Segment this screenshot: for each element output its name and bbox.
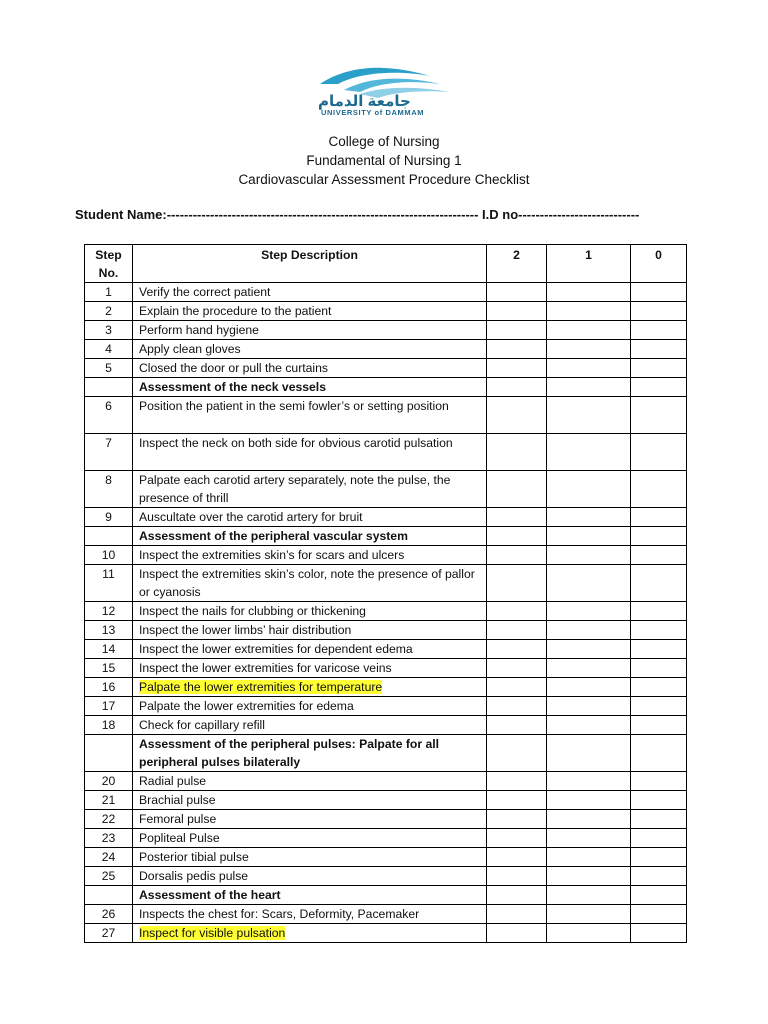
score-0-cell[interactable] xyxy=(631,621,687,640)
score-0-cell[interactable] xyxy=(631,678,687,697)
score-0-cell[interactable] xyxy=(631,602,687,621)
step-description xyxy=(133,602,487,621)
score-2-cell[interactable] xyxy=(487,340,547,359)
step-description xyxy=(133,565,487,602)
course-name: Fundamental of Nursing 1 xyxy=(306,153,462,168)
step-text: Inspect the nails for clubbing or thickening xyxy=(139,604,366,618)
table-row xyxy=(85,340,687,359)
table-row xyxy=(85,508,687,527)
step-text: Palpate the lower extremities for edema xyxy=(139,699,354,713)
step-number: 11 xyxy=(85,565,133,602)
score-2-cell[interactable] xyxy=(487,359,547,378)
step-number: 23 xyxy=(85,829,133,848)
step-description xyxy=(133,791,487,810)
score-2-cell[interactable] xyxy=(487,378,547,397)
score-0-cell[interactable] xyxy=(631,716,687,735)
score-0-cell[interactable] xyxy=(631,829,687,848)
table-row xyxy=(85,565,687,602)
step-description xyxy=(133,829,487,848)
score-0-cell[interactable] xyxy=(631,867,687,886)
score-1-cell[interactable] xyxy=(547,735,631,772)
section-heading xyxy=(133,735,487,772)
score-0-cell[interactable] xyxy=(631,810,687,829)
step-description xyxy=(133,321,487,340)
student-name-id-line: Student Name:------------------------------------------------------------------------ I.D no---------------------------- xyxy=(75,207,640,222)
table-row xyxy=(85,678,687,697)
score-0-cell[interactable] xyxy=(631,434,687,471)
step-text: Inspect the lower extremities for varicose veins xyxy=(139,661,392,675)
table-row xyxy=(85,772,687,791)
step-text: Explain the procedure to the patient xyxy=(139,304,332,318)
score-2-cell[interactable] xyxy=(487,602,547,621)
step-text: Inspect the neck on both side for obvious carotid pulsation xyxy=(139,436,453,450)
score-2-cell[interactable] xyxy=(487,678,547,697)
score-1-cell[interactable] xyxy=(547,791,631,810)
step-number: 3 xyxy=(85,321,133,340)
step-text: Inspect the lower extremities for dependent edema xyxy=(139,642,413,656)
step-text: Palpate each carotid artery separately, note the pulse, the presence of thrill xyxy=(139,473,451,505)
score-0-cell[interactable] xyxy=(631,508,687,527)
section-row xyxy=(85,886,687,905)
score-0-cell[interactable] xyxy=(631,848,687,867)
college-name: College of Nursing xyxy=(328,134,440,149)
score-1-cell[interactable] xyxy=(547,924,631,943)
table-row xyxy=(85,697,687,716)
step-text: Brachial pulse xyxy=(139,793,216,807)
score-1-cell[interactable] xyxy=(547,321,631,340)
step-description xyxy=(133,508,487,527)
step-text: Inspects the chest for: Scars, Deformity, Pacemaker xyxy=(139,907,420,921)
logo-english-name: UNIVERSITY of DAMMAM xyxy=(321,108,425,117)
step-number: 2 xyxy=(85,302,133,321)
step-number: 16 xyxy=(85,678,133,697)
score-0-cell[interactable] xyxy=(631,565,687,602)
document-header xyxy=(0,132,768,189)
step-description xyxy=(133,697,487,716)
step-number xyxy=(85,378,133,397)
score-2-cell[interactable] xyxy=(487,791,547,810)
step-number: 7 xyxy=(85,434,133,471)
header-score-2: 2 xyxy=(487,245,547,283)
step-number: 6 xyxy=(85,397,133,434)
score-1-cell[interactable] xyxy=(547,621,631,640)
table-row xyxy=(85,716,687,735)
score-1-cell[interactable] xyxy=(547,867,631,886)
step-number: 13 xyxy=(85,621,133,640)
step-number: 1 xyxy=(85,283,133,302)
score-2-cell[interactable] xyxy=(487,640,547,659)
step-text: Dorsalis pedis pulse xyxy=(139,869,249,883)
step-description xyxy=(133,302,487,321)
score-2-cell[interactable] xyxy=(487,716,547,735)
step-text: Check for capillary refill xyxy=(139,718,265,732)
score-1-cell[interactable] xyxy=(547,772,631,791)
score-1-cell[interactable] xyxy=(547,716,631,735)
score-2-cell[interactable] xyxy=(487,772,547,791)
step-number: 26 xyxy=(85,905,133,924)
score-2-cell[interactable] xyxy=(487,565,547,602)
score-2-cell[interactable] xyxy=(487,546,547,565)
score-1-cell[interactable] xyxy=(547,640,631,659)
header-step-no: Step No. xyxy=(85,245,133,283)
step-description xyxy=(133,640,487,659)
step-text: Assessment of the heart xyxy=(139,888,281,902)
table-row xyxy=(85,621,687,640)
score-0-cell[interactable] xyxy=(631,924,687,943)
step-text: Inspect the extremities skin’s color, note the presence of pallor or cyanosis xyxy=(139,567,475,599)
table-row xyxy=(85,546,687,565)
step-number: 4 xyxy=(85,340,133,359)
score-2-cell[interactable] xyxy=(487,810,547,829)
score-2-cell[interactable] xyxy=(487,924,547,943)
score-0-cell[interactable] xyxy=(631,791,687,810)
step-number: 9 xyxy=(85,508,133,527)
score-2-cell[interactable] xyxy=(487,508,547,527)
step-text: Inspect the lower limbs’ hair distribution xyxy=(139,623,352,637)
step-text: Perform hand hygiene xyxy=(139,323,259,337)
step-number xyxy=(85,527,133,546)
table-row xyxy=(85,924,687,943)
step-number: 27 xyxy=(85,924,133,943)
step-description xyxy=(133,621,487,640)
score-2-cell[interactable] xyxy=(487,886,547,905)
step-text: Assessment of the peripheral vascular system xyxy=(139,529,408,543)
step-description xyxy=(133,359,487,378)
score-0-cell[interactable] xyxy=(631,697,687,716)
score-2-cell[interactable] xyxy=(487,848,547,867)
step-number: 18 xyxy=(85,716,133,735)
score-1-cell[interactable] xyxy=(547,659,631,678)
step-text: Assessment of the peripheral pulses: Palpate for all peripheral pulses bilaterally xyxy=(139,737,440,769)
score-0-cell[interactable] xyxy=(631,659,687,678)
score-2-cell[interactable] xyxy=(487,621,547,640)
score-2-cell[interactable] xyxy=(487,697,547,716)
score-1-cell[interactable] xyxy=(547,546,631,565)
step-number: 17 xyxy=(85,697,133,716)
step-number xyxy=(85,735,133,772)
table-row xyxy=(85,848,687,867)
step-description xyxy=(133,283,487,302)
table-row xyxy=(85,321,687,340)
score-1-cell[interactable] xyxy=(547,810,631,829)
score-1-cell[interactable] xyxy=(547,471,631,508)
table-row xyxy=(85,791,687,810)
step-number: 21 xyxy=(85,791,133,810)
step-number: 25 xyxy=(85,867,133,886)
score-1-cell[interactable] xyxy=(547,848,631,867)
header-score-1: 1 xyxy=(547,245,631,283)
step-number: 15 xyxy=(85,659,133,678)
score-1-cell[interactable] xyxy=(547,697,631,716)
score-1-cell[interactable] xyxy=(547,678,631,697)
step-text: Closed the door or pull the curtains xyxy=(139,361,329,375)
step-description xyxy=(133,924,487,943)
score-1-cell[interactable] xyxy=(547,359,631,378)
checklist-table xyxy=(84,244,687,943)
score-0-cell[interactable] xyxy=(631,359,687,378)
step-text: Auscultate over the carotid artery for bruit xyxy=(139,510,363,524)
step-number: 5 xyxy=(85,359,133,378)
score-1-cell[interactable] xyxy=(547,905,631,924)
step-number: 22 xyxy=(85,810,133,829)
checklist-title: Cardiovascular Assessment Procedure Checklist xyxy=(238,172,530,187)
score-2-cell[interactable] xyxy=(487,735,547,772)
table-row xyxy=(85,434,687,471)
score-2-cell[interactable] xyxy=(487,397,547,434)
step-description xyxy=(133,716,487,735)
step-number: 10 xyxy=(85,546,133,565)
step-number xyxy=(85,886,133,905)
step-description xyxy=(133,678,487,697)
score-0-cell[interactable] xyxy=(631,302,687,321)
score-1-cell[interactable] xyxy=(547,397,631,434)
table-row xyxy=(85,905,687,924)
score-2-cell[interactable] xyxy=(487,434,547,471)
table-row xyxy=(85,283,687,302)
step-text: Posterior tibial pulse xyxy=(139,850,249,864)
score-1-cell[interactable] xyxy=(547,302,631,321)
section-row xyxy=(85,735,687,772)
score-1-cell[interactable] xyxy=(547,508,631,527)
score-2-cell[interactable] xyxy=(487,659,547,678)
step-description xyxy=(133,546,487,565)
step-number: 8 xyxy=(85,471,133,508)
section-row xyxy=(85,378,687,397)
step-text: Popliteal Pulse xyxy=(139,831,220,845)
step-text: Verify the correct patient xyxy=(139,285,271,299)
table-row xyxy=(85,829,687,848)
score-0-cell[interactable] xyxy=(631,772,687,791)
score-0-cell[interactable] xyxy=(631,527,687,546)
step-number: 12 xyxy=(85,602,133,621)
table-row xyxy=(85,359,687,378)
score-1-cell[interactable] xyxy=(547,565,631,602)
step-number: 20 xyxy=(85,772,133,791)
score-2-cell[interactable] xyxy=(487,471,547,508)
header-step-description: Step Description xyxy=(133,245,487,283)
score-1-cell[interactable] xyxy=(547,378,631,397)
step-description xyxy=(133,867,487,886)
step-description xyxy=(133,905,487,924)
step-description xyxy=(133,810,487,829)
score-0-cell[interactable] xyxy=(631,471,687,508)
score-0-cell[interactable] xyxy=(631,905,687,924)
step-description xyxy=(133,659,487,678)
score-0-cell[interactable] xyxy=(631,886,687,905)
score-0-cell[interactable] xyxy=(631,283,687,302)
score-2-cell[interactable] xyxy=(487,867,547,886)
score-1-cell[interactable] xyxy=(547,527,631,546)
score-2-cell[interactable] xyxy=(487,302,547,321)
header-score-0: 0 xyxy=(631,245,687,283)
step-description xyxy=(133,340,487,359)
step-text: Inspect for visible pulsation xyxy=(139,926,286,940)
score-2-cell[interactable] xyxy=(487,829,547,848)
table-row xyxy=(85,640,687,659)
table-row xyxy=(85,602,687,621)
step-text: Palpate the lower extremities for temperature xyxy=(139,680,383,694)
table-row xyxy=(85,659,687,678)
score-0-cell[interactable] xyxy=(631,397,687,434)
step-text: Inspect the extremities skin’s for scars and ulcers xyxy=(139,548,405,562)
score-2-cell[interactable] xyxy=(487,905,547,924)
table-row xyxy=(85,302,687,321)
score-0-cell[interactable] xyxy=(631,640,687,659)
step-text: Position the patient in the semi fowler’s or setting position xyxy=(139,399,449,413)
step-text: Apply clean gloves xyxy=(139,342,241,356)
score-1-cell[interactable] xyxy=(547,602,631,621)
score-2-cell[interactable] xyxy=(487,283,547,302)
step-text: Radial pulse xyxy=(139,774,207,788)
step-text: Assessment of the neck vessels xyxy=(139,380,326,394)
score-1-cell[interactable] xyxy=(547,886,631,905)
section-heading xyxy=(133,886,487,905)
table-row xyxy=(85,810,687,829)
score-0-cell[interactable] xyxy=(631,340,687,359)
step-text: Femoral pulse xyxy=(139,812,217,826)
section-heading xyxy=(133,527,487,546)
table-row xyxy=(85,471,687,508)
score-0-cell[interactable] xyxy=(631,321,687,340)
step-number: 24 xyxy=(85,848,133,867)
section-heading xyxy=(133,378,487,397)
logo-arabic-name: جامعة الدمام xyxy=(318,93,411,110)
score-1-cell[interactable] xyxy=(547,434,631,471)
score-0-cell[interactable] xyxy=(631,735,687,772)
step-description xyxy=(133,434,487,471)
score-1-cell[interactable] xyxy=(547,340,631,359)
score-0-cell[interactable] xyxy=(631,378,687,397)
table-row xyxy=(85,867,687,886)
step-description xyxy=(133,397,487,434)
score-2-cell[interactable] xyxy=(487,321,547,340)
step-description xyxy=(133,772,487,791)
table-row xyxy=(85,397,687,434)
step-description xyxy=(133,471,487,508)
section-row xyxy=(85,527,687,546)
score-2-cell[interactable] xyxy=(487,527,547,546)
score-1-cell[interactable] xyxy=(547,283,631,302)
score-0-cell[interactable] xyxy=(631,546,687,565)
score-1-cell[interactable] xyxy=(547,829,631,848)
step-description xyxy=(133,848,487,867)
step-number: 14 xyxy=(85,640,133,659)
